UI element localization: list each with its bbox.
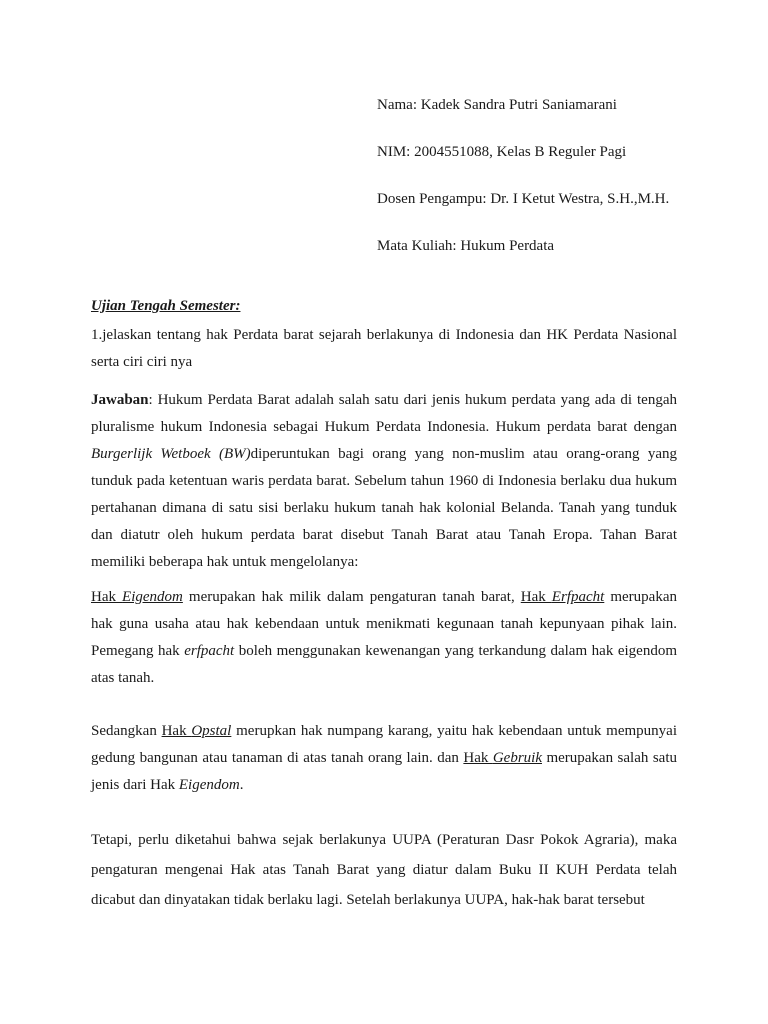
term-hak-eigendom-prefix: Hak xyxy=(91,589,123,605)
term-hak-gebruik-word: Gebruik xyxy=(492,750,542,766)
p3-text-a: Sedangkan xyxy=(91,723,162,739)
p2-text-c: boleh menggunakan kewenangan yang terkandung dalam hak eigendom atas tanah. xyxy=(91,643,678,686)
term-hak-erfpacht-prefix: Hak xyxy=(520,589,552,605)
exam-heading: Ujian Tengah Semester: xyxy=(91,298,241,314)
p2-text-b: merupakan hak guna usaha atau hak kebendaan untuk menikmati kegunaan tanah kepunyaan pihak lain. Pemegang hak xyxy=(91,589,677,659)
p2-text-a: merupakan hak milik dalam pengaturan tanah barat, xyxy=(182,589,521,605)
term-eigendom: Eigendom xyxy=(178,777,240,793)
answer-paragraph-3 xyxy=(91,718,677,799)
course-name: Mata Kuliah: Hukum Perdata xyxy=(377,238,555,254)
student-name: Nama: Kadek Sandra Putri Saniamarani xyxy=(377,97,617,113)
term-hak-gebruik xyxy=(463,750,542,766)
term-erfpacht: erfpacht xyxy=(184,643,235,659)
term-burgerlijk-wetboek: Burgerlijk Wetboek (BW) xyxy=(91,446,251,462)
p3-text-d: . xyxy=(239,777,244,793)
answer-paragraph-4: Tetapi, perlu diketahui bahwa sejak berlakunya UUPA (Peraturan Dasr Pokok Agraria), maka pengaturan mengenai Hak atas Tanah Barat yang diatur dalam Buku II KUH Perdata telah dicabut dan dinyatakan tidak berlaku lagi. Setelah berlakunya UUPA, hak-hak barat tersebut xyxy=(91,832,677,908)
answer-text-b: diperuntukan bagi orang yang non-muslim atau orang-orang yang tunduk pada ketentuan waris perdata barat. Sebelum tahun 1960 di Indonesia berlaku dua hukum pertahanan dimana di satu sisi berlaku hukum tanah hak kolonial Belanda. Tanah yang tunduk dan diatutr oleh hukum perdata barat disebut Tanah Barat atau Tanah Eropa. Tahan Barat memiliki beberapa hak untuk mengelolanya: xyxy=(91,446,677,570)
answer-label: Jawaban xyxy=(91,392,149,408)
exam-question: 1.jelaskan tentang hak Perdata barat sejarah berlakunya di Indonesia dan HK Perdata Nasional serta ciri ciri nya xyxy=(91,327,677,370)
term-hak-eigendom-word: Eigendom xyxy=(122,589,183,605)
answer-paragraph-1 xyxy=(91,387,677,576)
p3-text-c: merupakan salah satu jenis dari Hak xyxy=(91,750,677,793)
term-hak-opstal-word: Opstal xyxy=(191,723,232,739)
p3-text-b: merupkan hak numpang karang, yaitu hak kebendaan untuk mempunyai gedung bangunan atau tanaman di atas tanah orang lain. dan xyxy=(91,723,677,766)
term-hak-opstal xyxy=(162,723,232,739)
answer-paragraph-2 xyxy=(91,584,677,692)
term-hak-erfpacht-word: Erfpacht xyxy=(551,589,605,605)
answer-text-a: : Hukum Perdata Barat adalah salah satu dari jenis hukum perdata yang ada di tengah pluralisme hukum Indonesia sebagai Hukum Perdata Indonesia. Hukum perdata barat dengan xyxy=(91,392,677,435)
lecturer: Dosen Pengampu: Dr. I Ketut Westra, S.H.,M.H. xyxy=(377,191,670,207)
term-hak-eigendom xyxy=(91,589,183,605)
term-hak-gebruik-prefix: Hak xyxy=(463,750,493,766)
student-nim: NIM: 2004551088, Kelas B Reguler Pagi xyxy=(377,144,627,160)
student-info xyxy=(377,96,669,284)
term-hak-erfpacht xyxy=(521,589,605,605)
term-hak-opstal-prefix: Hak xyxy=(161,723,192,739)
